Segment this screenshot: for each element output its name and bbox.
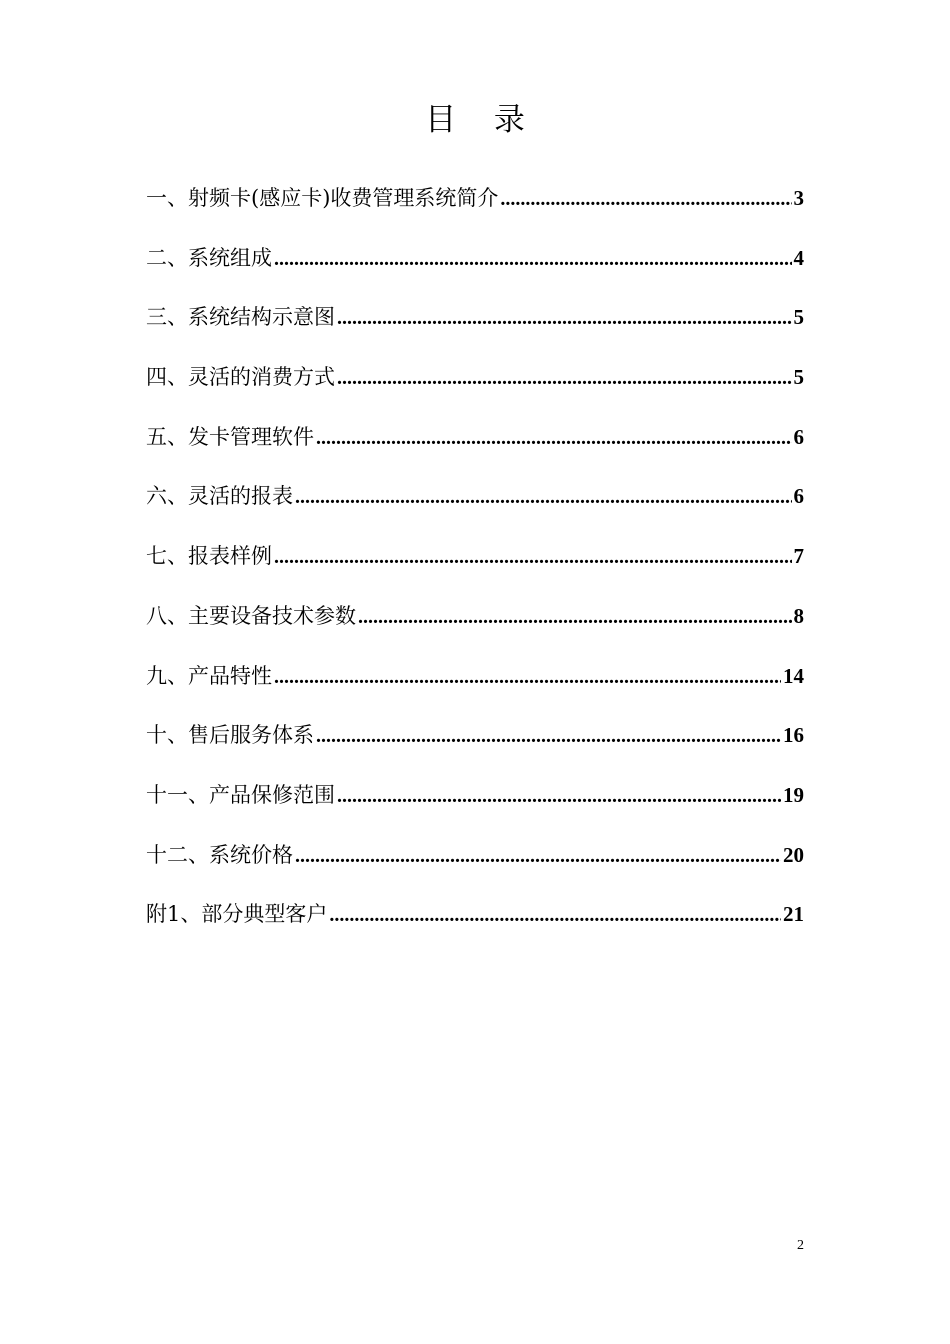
toc-entry-11[interactable] [146,775,804,835]
toc-entry-page: 5 [793,305,804,330]
toc-entry-label: 十一、产品保修范围 [146,782,335,807]
toc-dot-leader [316,418,792,458]
toc-entry-label: 五、发卡管理软件 [146,424,314,449]
toc-dot-leader [337,776,781,816]
toc-dot-leader [295,836,781,876]
toc-entry-10[interactable] [146,715,804,775]
toc-entry-page: 6 [793,424,804,449]
toc-entry-label: 八、主要设备技术参数 [146,603,356,628]
toc-entry-page: 19 [783,782,804,807]
toc-entry-3[interactable] [146,297,804,357]
toc-entry-page: 16 [783,723,804,748]
toc-entry-label: 九、产品特性 [146,663,272,688]
toc-dot-leader [500,179,791,219]
toc-entry-page: 21 [783,902,804,927]
toc-entry-label: 十二、系统价格 [146,842,293,867]
toc-entry-label: 六、灵活的报表 [146,484,293,509]
toc-entry-label: 十、售后服务体系 [146,723,314,748]
toc-dot-leader [358,597,792,637]
toc-dot-leader [329,895,781,935]
toc-title: 目 录 [425,102,539,138]
toc-entry-8[interactable] [146,596,804,656]
toc-entry-page: 5 [793,365,804,390]
toc-entry-page: 8 [793,603,804,628]
toc-entry-page: 7 [793,544,804,569]
toc-entry-7[interactable] [146,536,804,596]
toc-entry-6[interactable] [146,476,804,536]
toc-entry-13[interactable] [146,894,804,954]
toc-entry-12[interactable] [146,835,804,895]
toc-entry-4[interactable] [146,357,804,417]
toc-entry-1[interactable] [146,178,804,238]
toc-dot-leader [274,537,792,577]
table-of-contents [146,178,804,954]
page-number: 2 [797,1238,804,1253]
toc-entry-label: 七、报表样例 [146,544,272,569]
toc-dot-leader [274,239,792,279]
toc-entry-label: 一、射频卡(感应卡)收费管理系统简介 [146,186,499,210]
toc-entry-label: 附1、部分典型客户 [146,902,328,927]
toc-entry-5[interactable] [146,417,804,477]
toc-entry-page: 20 [783,842,804,867]
toc-entry-label: 三、系统结构示意图 [146,305,335,330]
toc-dot-leader [295,477,792,517]
toc-dot-leader [274,657,781,697]
toc-entry-9[interactable] [146,656,804,716]
toc-entry-page: 4 [793,245,804,270]
toc-entry-label: 二、系统组成 [146,245,272,270]
toc-dot-leader [337,358,792,398]
toc-entry-2[interactable] [146,238,804,298]
toc-entry-label: 四、灵活的消费方式 [146,365,335,390]
toc-entry-page: 3 [793,186,804,210]
toc-entry-page: 6 [793,484,804,509]
toc-dot-leader [337,298,792,338]
toc-dot-leader [316,716,781,756]
toc-entry-page: 14 [783,663,804,688]
